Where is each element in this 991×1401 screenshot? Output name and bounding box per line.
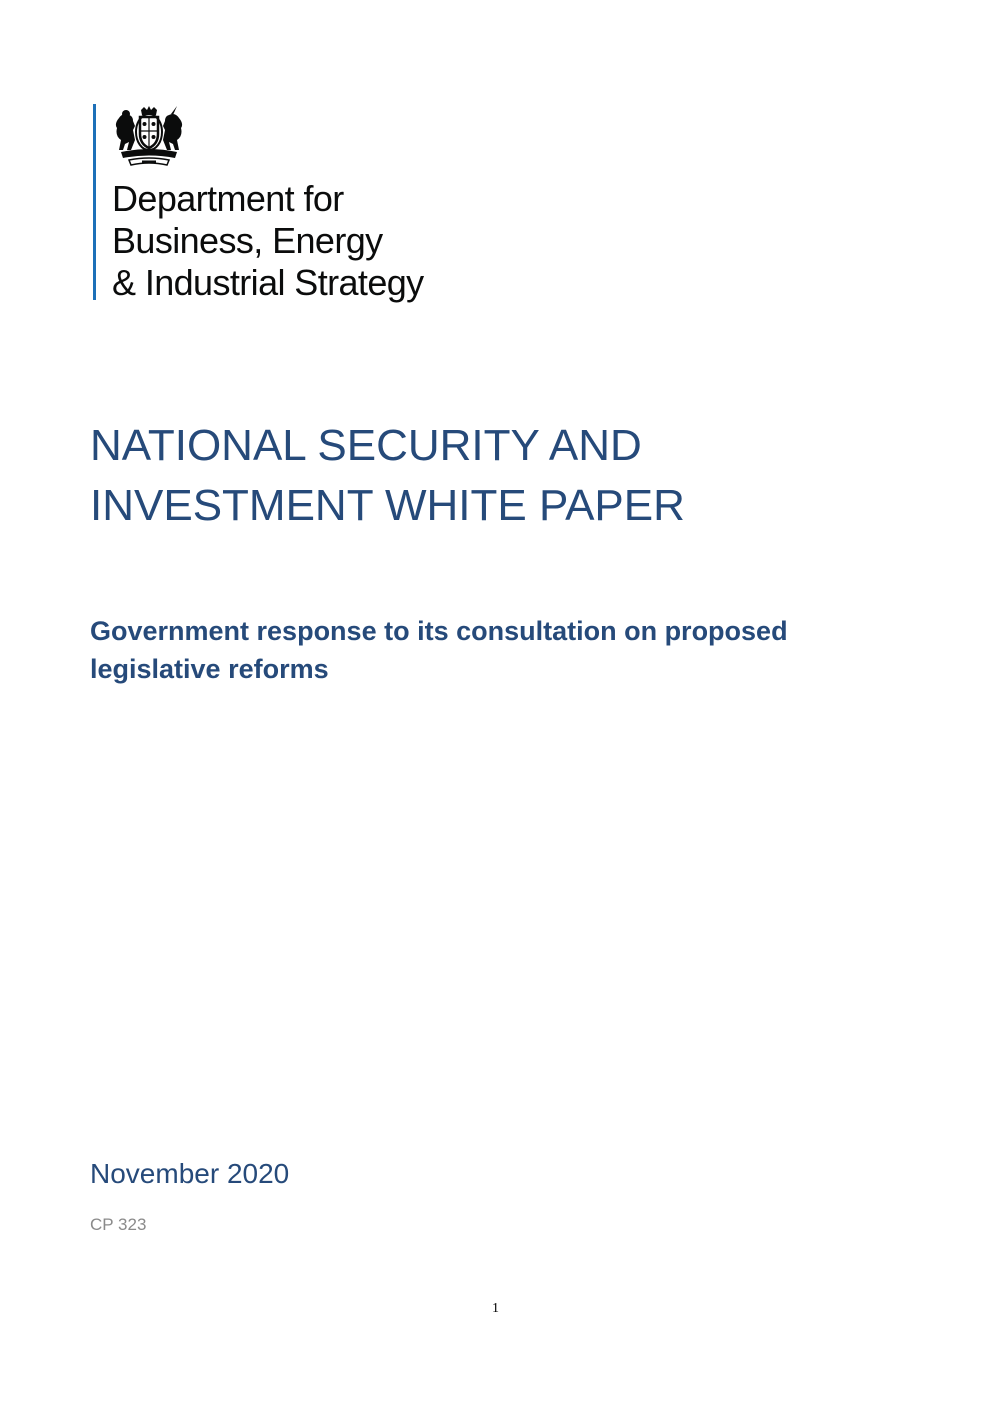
department-name-line-2: Business, Energy: [112, 220, 383, 261]
document-title-line-2: INVESTMENT WHITE PAPER: [90, 481, 685, 530]
document-title: [90, 416, 685, 536]
logo-divider-bar: [93, 104, 96, 300]
page-number: 1: [492, 1301, 499, 1316]
department-name-line-3: & Industrial Strategy: [112, 262, 424, 303]
department-name-line-1: Department for: [112, 178, 344, 219]
royal-coat-of-arms-icon: [111, 106, 187, 168]
document-title-line-1: NATIONAL SECURITY AND: [90, 421, 642, 470]
document-subtitle-line-1: Government response to its consultation on proposed: [90, 616, 788, 646]
document-subtitle: [90, 612, 788, 688]
document-subtitle-line-2: legislative reforms: [90, 654, 329, 684]
department-name: [112, 178, 424, 304]
department-logo: [93, 104, 513, 303]
command-paper-number: CP 323: [90, 1215, 147, 1234]
publication-date: November 2020: [90, 1158, 290, 1189]
